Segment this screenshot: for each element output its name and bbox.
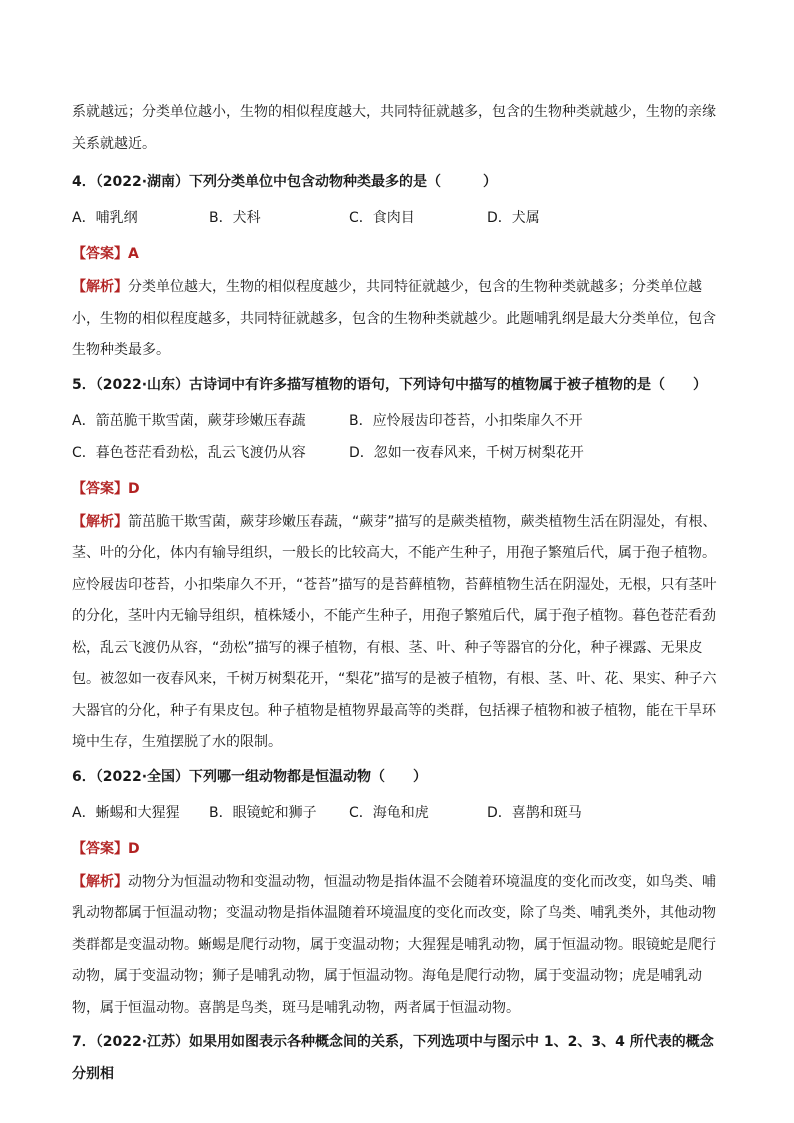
- question-number: 4．: [72, 174, 96, 190]
- analysis-label: 【解析】: [72, 873, 128, 890]
- option-d: D．忽如一夜春风来，千树万树梨花开: [349, 444, 584, 461]
- question-6-analysis: [72, 867, 722, 1025]
- question-number: 6．: [72, 768, 96, 785]
- analysis-label: 【解析】: [72, 513, 128, 530]
- document-content: [72, 96, 722, 1090]
- option-a: A．哺乳纲: [72, 210, 138, 226]
- analysis-label: 【解析】: [72, 279, 128, 295]
- option-b: B．应怜屐齿印苍苔，小扣柴扉久不开: [349, 412, 583, 429]
- analysis-text: 分类单位越大，生物的相似程度越少，共同特征就越少，包含的生物种类就越多；分类单位越小，生物的相似程度越多，共同特征就越多，包含的生物种类就越少。此题哺乳纲是最大分类单位，包含生物种类最多。: [72, 279, 716, 358]
- answer-value: D: [128, 840, 140, 857]
- question-source: （2022·山东）: [95, 376, 190, 393]
- option-c: C．食肉目: [349, 210, 415, 226]
- question-4: [72, 166, 722, 198]
- question-5-analysis: [72, 507, 722, 759]
- question-6: [72, 761, 722, 793]
- question-source: （2022·江苏）: [95, 1034, 190, 1050]
- option-c: C．海龟和虎: [349, 804, 429, 821]
- question-4-options: [72, 202, 722, 234]
- answer-value: D: [128, 480, 140, 497]
- answer-label: 【答案】: [72, 840, 128, 857]
- intro-paragraph: 系就越远；分类单位越小，生物的相似程度越大，共同特征就越多，包含的生物种类就越少，生物的亲缘关系就越近。: [72, 104, 716, 152]
- question-4-answer: [72, 238, 722, 270]
- question-source: （2022·全国）: [95, 768, 190, 785]
- question-stem: 下列分类单位中包含动物种类最多的是（ ）: [189, 174, 498, 190]
- answer-value: A: [128, 246, 139, 262]
- question-5-answer: [72, 473, 722, 505]
- question-6-options: [72, 797, 722, 829]
- option-d: D．喜鹊和斑马: [487, 804, 582, 821]
- question-stem: 古诗词中有许多描写植物的语句，下列诗句中描写的植物属于被子植物的是（ ）: [189, 376, 708, 393]
- answer-label: 【答案】: [72, 246, 128, 262]
- option-a: A．箭茁脆干欺雪菌，蕨芽珍嫩压春蔬: [72, 412, 306, 429]
- option-a: A．蜥蜴和大猩猩: [72, 804, 180, 821]
- question-stem: 下列哪一组动物都是恒温动物（ ）: [189, 768, 428, 785]
- question-5-options-row2: [72, 437, 722, 469]
- question-6-answer: [72, 833, 722, 865]
- analysis-text: 动物分为恒温动物和变温动物，恒温动物是指体温不会随着环境温度的变化而改变，如鸟类、哺乳动物都属于恒温动物；变温动物是指体温随着环境温度的变化而改变，除了鸟类、哺乳类外，其他动物类群都是变温动物。蜥蜴是爬行动物，属于变温动物；大猩猩是哺乳动物，属于恒温动物。眼镜蛇是爬行动物，属于变温动物；狮子是哺乳动物，属于恒温动物。海龟是爬行动物，属于变温动物；虎是哺乳动物，属于恒温动物。喜鹊是鸟类，斑马是哺乳动物，两者属于恒温动物。: [72, 873, 716, 1016]
- answer-label: 【答案】: [72, 480, 128, 497]
- question-source: （2022·湖南）: [95, 174, 190, 190]
- question-4-analysis: [72, 272, 722, 367]
- question-number: 5．: [72, 376, 96, 393]
- question-number: 7．: [72, 1034, 96, 1050]
- question-5-options-row1: [72, 405, 722, 437]
- option-d: D．犬属: [487, 210, 540, 226]
- analysis-text: 箭茁脆干欺雪菌，蕨芽珍嫩压春蔬，“蕨芽”描写的是蕨类植物，蕨类植物生活在阴湿处，有根、茎、叶的分化，体内有输导组织，一般长的比较高大，不能产生种子，用孢子繁殖后代，属于孢子植物。应怜屐齿印苍苔，小扣柴扉久不开，“苍苔”描写的是苔藓植物，苔藓植物生活在阴湿处，无根，只有茎叶的分化，茎叶内无输导组织，植株矮小，不能产生种子，用孢子繁殖后代，属于孢子植物。暮色苍茫看劲松，乱云飞渡仍从容，“劲松”描写的裸子植物，有根、茎、叶、种子等器官的分化，种子裸露、无果皮包。被忽如一夜春风来，千树万树梨花开，“梨花”描写的是被子植物，有根、茎、叶、花、果实、种子六大器官的分化，种子有果皮包。种子植物是植物界最高等的类群，包括裸子植物和被子植物，能在干旱环境中生存，生殖摆脱了水的限制。: [72, 513, 717, 750]
- option-c: C．暮色苍茫看劲松，乱云飞渡仍从容: [72, 444, 306, 461]
- option-b: B．眼镜蛇和狮子: [209, 804, 317, 821]
- question-7: [72, 1026, 722, 1090]
- question-5: [72, 369, 722, 401]
- option-b: B．犬科: [209, 210, 261, 226]
- question-stem: 如果用如图表示各种概念间的关系，下列选项中与图示中 1、2、3、4 所代表的概念分别相: [72, 1034, 714, 1082]
